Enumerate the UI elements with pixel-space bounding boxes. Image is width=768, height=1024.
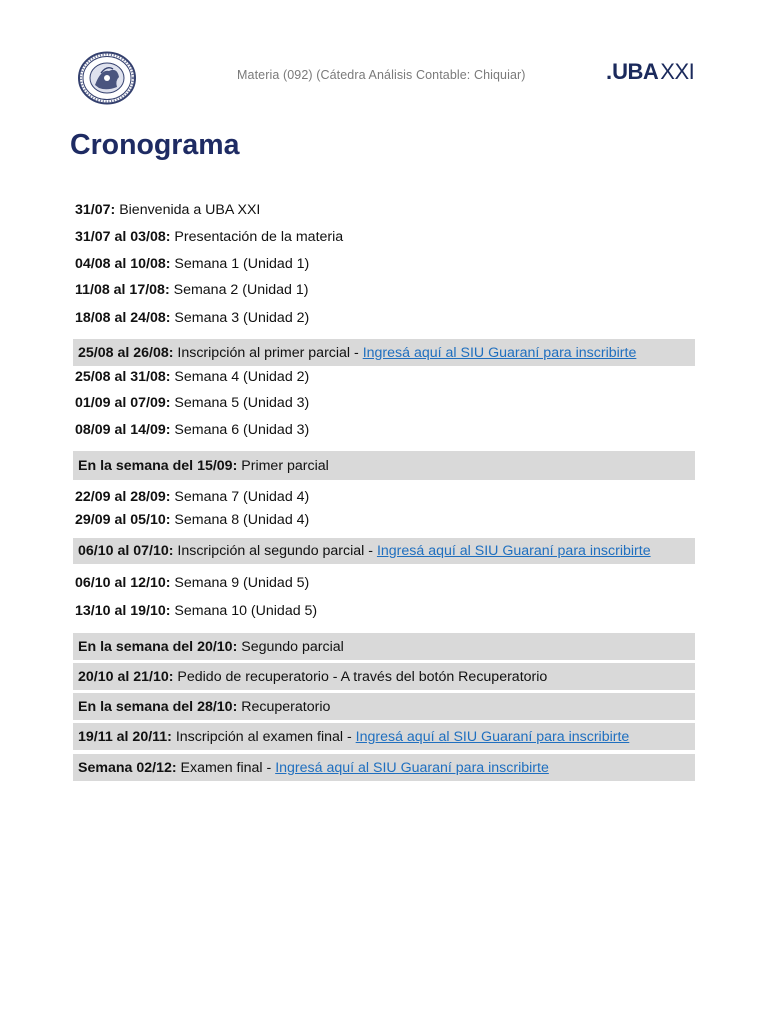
schedule-text: Pedido de recuperatorio - A través del botón Recuperatorio	[177, 668, 548, 685]
schedule-date: 18/08 al 24/08:	[75, 310, 171, 326]
schedule-item-highlighted	[73, 723, 695, 750]
schedule-date: 25/08 al 26/08:	[78, 344, 174, 361]
schedule-text: Semana 8 (Unidad 4)	[174, 512, 310, 528]
schedule-item-highlighted	[73, 693, 695, 720]
schedule-item-highlighted	[73, 633, 695, 660]
schedule-item	[75, 393, 309, 413]
schedule-item	[75, 510, 309, 530]
schedule-text: Primer parcial	[241, 457, 329, 474]
schedule-date: En la semana del 28/10:	[78, 698, 238, 715]
schedule-date: 29/09 al 05/10:	[75, 512, 171, 528]
schedule-item-highlighted	[73, 451, 695, 480]
schedule-date: 06/10 al 12/10:	[75, 575, 171, 591]
schedule-date: 06/10 al 07/10:	[78, 543, 174, 559]
schedule-item-highlighted	[73, 754, 695, 781]
schedule-date: 08/09 al 14/09:	[75, 422, 171, 438]
schedule-text: Semana 4 (Unidad 2)	[174, 369, 310, 385]
schedule-date: 31/07:	[75, 202, 116, 218]
siu-guarani-link[interactable]: Ingresá aquí al SIU Guaraní para inscribirte	[275, 759, 549, 776]
page-title: Cronograma	[70, 129, 240, 161]
siu-guarani-link[interactable]: Ingresá aquí al SIU Guaraní para inscribirte	[376, 543, 651, 559]
schedule-item	[75, 601, 317, 621]
schedule-item-highlighted	[73, 339, 695, 366]
schedule-date: En la semana del 20/10:	[78, 638, 238, 655]
schedule-text: Semana 1 (Unidad 1)	[174, 256, 310, 272]
schedule-item	[75, 573, 309, 593]
schedule-text: Semana 7 (Unidad 4)	[174, 489, 310, 505]
siu-guarani-link[interactable]: Ingresá aquí al SIU Guaraní para inscribirte	[362, 344, 637, 361]
schedule-item	[75, 280, 308, 300]
schedule-text: Inscripción al primer parcial -	[177, 344, 359, 361]
schedule-date: 20/10 al 21/10:	[78, 668, 174, 685]
schedule-date: 25/08 al 31/08:	[75, 369, 171, 385]
schedule-date: 01/09 al 07/09:	[75, 395, 171, 411]
schedule-date: 19/11 al 20/11:	[78, 728, 172, 745]
university-seal-logo	[77, 51, 137, 105]
uba-xxi-logo	[606, 60, 694, 87]
schedule-date: 11/08 al 17/08:	[75, 282, 170, 298]
schedule-text: Semana 5 (Unidad 3)	[174, 395, 310, 411]
schedule-text: Semana 6 (Unidad 3)	[174, 422, 310, 438]
schedule-item	[75, 487, 309, 507]
schedule-date: 22/09 al 28/09:	[75, 489, 171, 505]
schedule-date: En la semana del 15/09:	[78, 457, 238, 474]
schedule-text: Semana 2 (Unidad 1)	[173, 282, 309, 298]
schedule-text: Segundo parcial	[241, 638, 344, 655]
schedule-text: Presentación de la materia	[174, 229, 344, 245]
schedule-item	[75, 367, 309, 387]
schedule-item-highlighted	[73, 538, 695, 564]
schedule-date: Semana 02/12:	[78, 759, 177, 776]
schedule-text: Examen final -	[180, 759, 272, 776]
schedule-text: Bienvenida a UBA XXI	[119, 202, 261, 218]
schedule-text: Semana 3 (Unidad 2)	[174, 310, 310, 326]
brand-xxi: XXI	[660, 59, 695, 84]
schedule-date: 31/07 al 03/08:	[75, 229, 171, 245]
subject-header: Materia (092) (Cátedra Análisis Contable: Chiquiar)	[237, 68, 526, 82]
schedule-item	[75, 200, 260, 220]
schedule-item	[75, 420, 309, 440]
schedule-date: 13/10 al 19/10:	[75, 603, 171, 619]
siu-guarani-link[interactable]: Ingresá aquí al SIU Guaraní para inscribirte	[355, 728, 630, 745]
schedule-item	[75, 308, 309, 328]
schedule-item	[75, 227, 343, 247]
schedule-date: 04/08 al 10/08:	[75, 256, 171, 272]
schedule-item	[75, 254, 309, 274]
schedule-text: Inscripción al examen final -	[175, 728, 352, 745]
schedule-text: Recuperatorio	[241, 698, 331, 715]
schedule-text: Semana 9 (Unidad 5)	[174, 575, 310, 591]
brand-dot: .	[606, 59, 613, 84]
schedule-item-highlighted	[73, 663, 695, 690]
brand-uba: UBA	[612, 59, 659, 84]
schedule-text: Semana 10 (Unidad 5)	[174, 603, 318, 619]
schedule-text: Inscripción al segundo parcial -	[177, 543, 373, 559]
